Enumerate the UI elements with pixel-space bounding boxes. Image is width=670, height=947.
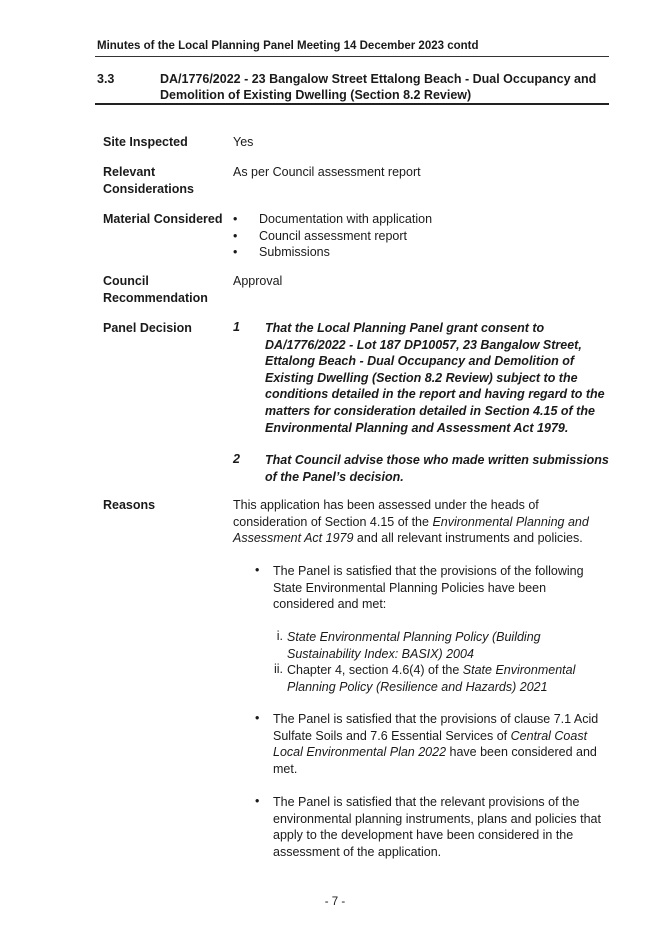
list-item-text: Documentation with application — [259, 212, 433, 226]
page-number: - 7 - — [324, 896, 346, 908]
bullet-icon: • — [255, 563, 260, 577]
material-considered-list — [233, 211, 605, 261]
site-inspected-value: Yes — [233, 135, 254, 149]
material-considered-label: Material Considered — [103, 212, 223, 226]
list-item-text: Submissions — [259, 245, 330, 259]
roman-numeral-i: i. — [276, 629, 283, 643]
list-item — [233, 244, 605, 261]
relevant-considerations-value: As per Council assessment report — [233, 165, 421, 179]
sub-reason-i-text: State Environmental Planning Policy (Building Sustainability Index: BASIX) 2004 — [287, 630, 541, 661]
reason-bullet-1: The Panel is satisfied that the provisions of the following State Environmental Planning Policies have been considered and met: — [273, 564, 584, 612]
site-inspected-label: Site Inspected — [103, 135, 188, 149]
sub-reason-ii-text: Chapter 4, section 4.6(4) of the — [287, 663, 463, 677]
roman-numeral-ii: ii. — [273, 662, 283, 676]
item-rule — [95, 103, 609, 105]
sub-reason-ii — [287, 662, 607, 695]
council-recommendation-value: Approval — [233, 274, 283, 288]
reason-bullet-3: The Panel is satisfied that the relevant provisions of the environmental planning instruments, plans and policies that apply to the development have been considered in the assessment of the application. — [273, 795, 601, 859]
reasons-label: Reasons — [103, 498, 156, 512]
bullet-icon: • — [255, 794, 260, 808]
page-header-title: Minutes of the Local Planning Panel Meeting 14 December 2023 contd — [97, 40, 479, 52]
decision-number-2: 2 — [233, 452, 240, 466]
relevant-considerations-label: Relevant Considerations — [103, 165, 194, 196]
reasons-intro-tail: and all relevant instruments and policies. — [353, 531, 583, 546]
list-item — [233, 211, 605, 228]
reason-bullet-2-text: The Panel is satisfied that the provisions of clause 7.1 Acid Sulfate Soils and 7.6 Essential Services of — [273, 712, 599, 743]
panel-decision-label: Panel Decision — [103, 321, 192, 335]
bullet-icon: • — [233, 228, 238, 243]
reasons-intro-text: This application has been assessed under the heads of consideration of Section 4.15 of the — [233, 498, 539, 529]
reasons-intro — [233, 497, 605, 547]
reason-bullet-2-tail: have been considered and met. — [273, 745, 597, 776]
bullet-icon: • — [255, 711, 260, 725]
decision-text-1: That the Local Planning Panel grant consent to DA/1776/2022 - Lot 187 DP10057, 23 Bangalow Street, Ettalong Beach - Dual Occupancy and Demolition of Existing Dwelling (Section 8.2 Review) subject to the conditions detailed in the report and having regard to the matters for consideration detailed in Section 4.15 of the Environmental Planning and Assessment Act 1979. — [265, 321, 605, 435]
sub-reason-ii-policy: State Environmental Planning Policy (Resilience and Hazards) 2021 — [287, 663, 576, 694]
item-title: DA/1776/2022 - 23 Bangalow Street Ettalong Beach - Dual Occupancy and Demolition of Existing Dwelling (Section 8.2 Review) — [160, 72, 597, 102]
bullet-icon: • — [233, 245, 238, 259]
reasons-intro-act: Environmental Planning and Assessment Act 1979 — [233, 514, 589, 546]
reason-bullet-2-plan: Central Coast Local Environmental Plan 2022 — [273, 728, 588, 760]
sub-reason-i — [287, 629, 607, 662]
reason-bullet-2 — [273, 711, 608, 777]
list-item-text: Council assessment report — [259, 228, 407, 243]
decision-number-1: 1 — [233, 320, 240, 334]
council-recommendation-label: Council Recommendation — [103, 274, 208, 305]
bullet-icon: • — [233, 212, 238, 226]
decision-text-2: That Council advise those who made written submissions of the Panel’s decision. — [265, 453, 609, 484]
item-number: 3.3 — [97, 72, 115, 86]
header-rule — [95, 56, 609, 57]
list-item — [233, 228, 605, 245]
